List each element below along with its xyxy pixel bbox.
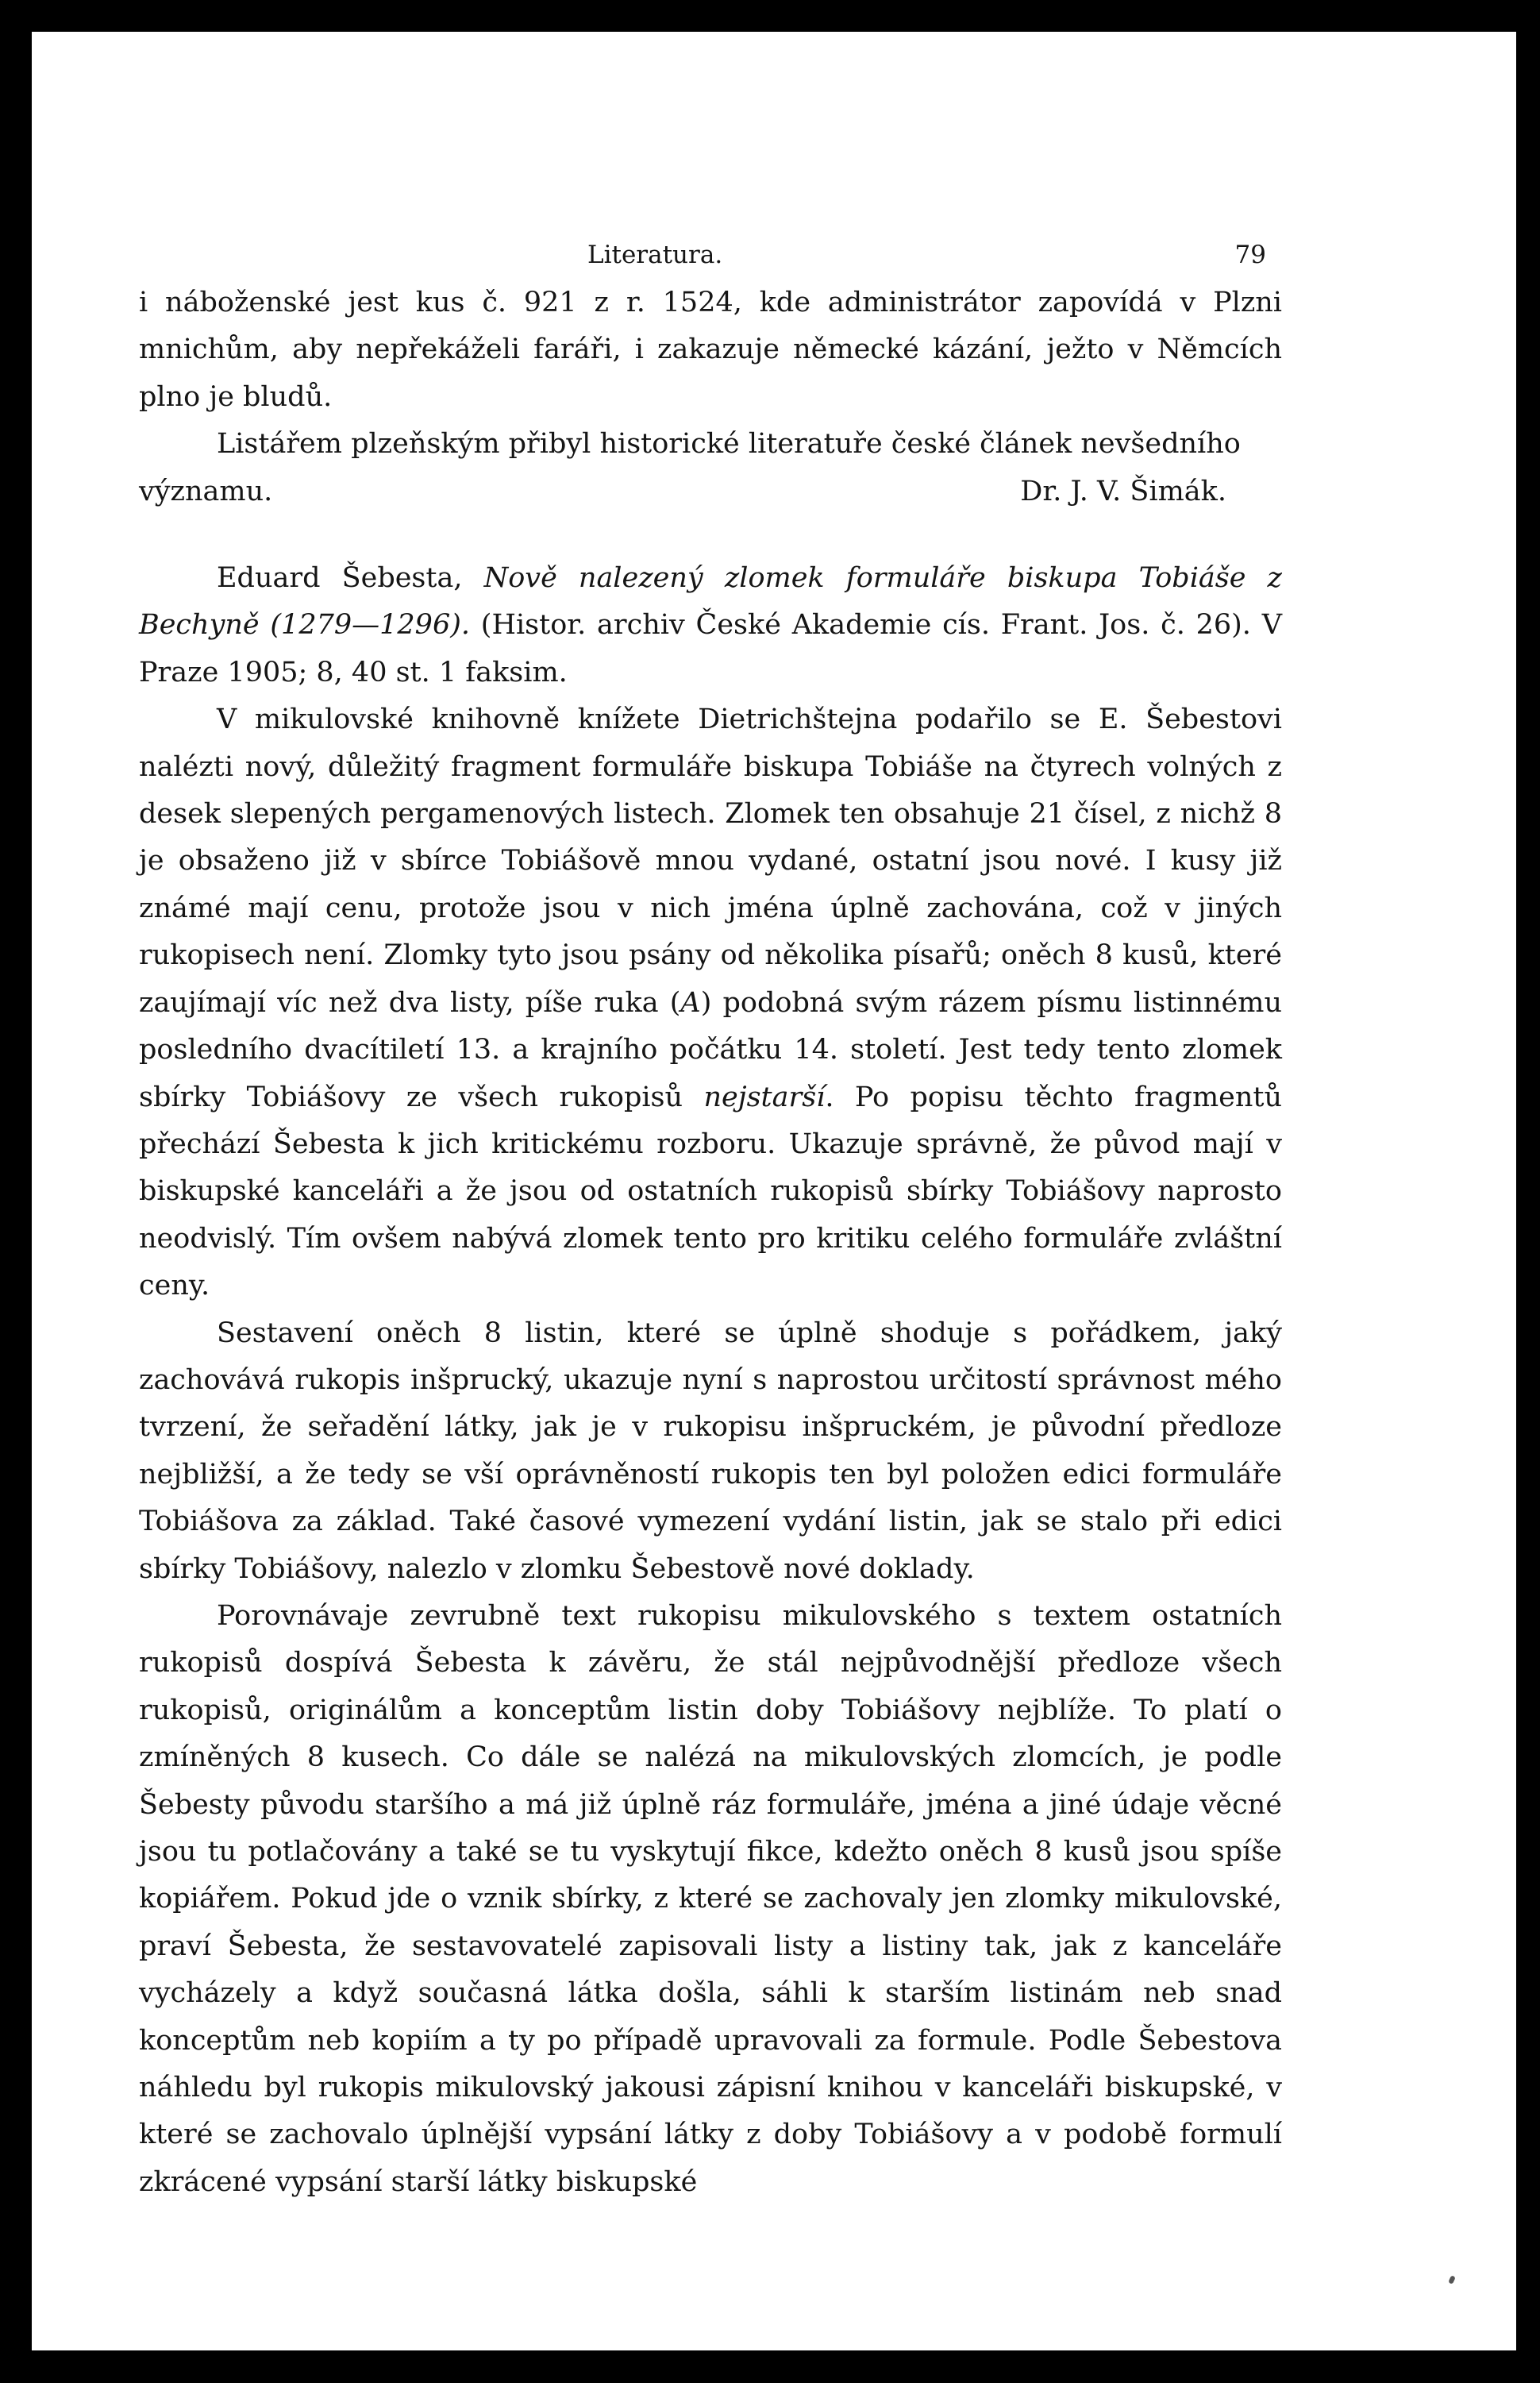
review-author: Eduard Šebesta, — [217, 562, 463, 595]
review-citation — [139, 555, 1282, 696]
page-content — [139, 232, 1282, 2206]
running-header — [139, 232, 1282, 280]
paragraph-review-2: Sestavení oněch 8 listin, které se úplně shoduje s pořádkem, jaký zachovává rukopis inšprucký, ukazuje nyní s naprostou určitostí správnost mého tvrzení, že seřadění látky, jak je v rukopisu inšpruckém, je původní předloze nejbližší, a že tedy se vší oprávněností rukopis ten byl položen edici formuláře Tobiášova za základ. Také časové vymezení vydání listin, jak se stalo při edici sbírky Tobiášovy, nalezlo v zlomku Šebestově nové doklady. — [139, 1317, 1282, 1585]
review-publication: (Histor. archiv České Akademie cís. Frant. Jos. č. 26). V Praze 1905; 8, 40 st. 1 faksim. — [139, 609, 1282, 688]
reviewer-signature: Dr. J. V. Šimák. — [1020, 475, 1226, 507]
paragraph-closing: Listářem plzeňským přibyl historické literatuře české článek nevšedního — [217, 428, 1241, 461]
emphasis-nejstarsi: nejstarší — [703, 1081, 826, 1113]
page-number: 79 — [1234, 241, 1266, 269]
closing-word: významu. — [139, 475, 273, 507]
ink-speck — [1448, 2275, 1456, 2285]
running-title: Literatura. — [587, 241, 723, 269]
paragraph-continuation: i náboženské jest kus č. 921 z r. 1524, kde administrátor zapovídá v Plzni mnichům, aby nepřekáželi faráři, i zakazuje německé kázání, ježto v Němcích plno je bludů. — [139, 287, 1282, 413]
review-title: Nově nalezený zlomek formuláře biskupa Tobiáše z Bechyně — [139, 562, 1282, 642]
signature-line — [139, 469, 1282, 515]
page-sheet — [32, 32, 1516, 2350]
paragraph-review-3: Porovnávaje zevrubně text rukopisu mikulovského s textem ostatních rukopisů dospívá Šebesta k závěru, že stál nejpůvodnější předloze všech rukopisů, originálům a konceptům listin doby Tobiášovy nejblíže. To platí o zmíněných 8 kusech. Co dále se nalézá na mikulovských zlomcích, je podle Šebesty původu staršího a má již úplně ráz formuláře, jména a jiné údaje věcné jsou tu potlačovány a také se tu vyskytují fikce, kdežto oněch 8 kusů jsou spíše kopiářem. Pokud jde o vznik sbírky, z které se zachovaly jen zlomky mikulovské, praví Šebesta, že sestavovatelé zapisovali listy a listiny tak, jak z kanceláře vycházely a když současná látka došla, sáhli k starším listinám neb snad konceptům neb kopiím a ty po případě upravovali za formule. Podle Šebestova náhledu byl rukopis mikulovský jakousi zápisní knihou v kanceláři biskupské, v které se zachovalo úplnější vypsání látky z doby Tobiášovy a v podobě formulí zkrácené vypsání starší látky biskupské — [139, 1599, 1282, 2198]
paragraph-review-1: V mikulovské knihovně knížete Dietrichštejna podařilo se E. Šebestovi nalézti nový, důležitý fragment formuláře biskupa Tobiáše na čtyrech volných z desek slepených pergamenových listech. Zlomek ten obsahuje 21 čísel, z nichž 8 je obsaženo již v sbírce Tobiášově mnou vydané, ostatní jsou nové. I kusy již známé mají cenu, protože jsou v nich jména úplně zachována, což v jiných rukopisech není. Zlomky tyto jsou psány od několika písařů; oněch 8 kusů, které zaujímají víc než dva listy, píše ruka (A) podobná svým rázem písmu listinnému posledního dvacítiletí 13. a krajního počátku 14. století. Jest tedy tento zlomek sbírky Tobiášovy ze všech rukopisů nejstarší. Po popisu těchto fragmentů přechází Šebesta k jich kritickému rozboru. Ukazuje správně, že původ mají v biskupské kanceláři a že jsou od ostatních rukopisů sbírky Tobiášovy naprosto neodvislý. Tím ovšem nabývá zlomek tento pro kritiku celého formuláře zvláštní ceny. — [139, 704, 1282, 1302]
review-years: (1279—1296). — [270, 609, 470, 642]
section-gap — [139, 515, 1282, 555]
scribe-letter: A — [680, 986, 701, 1019]
